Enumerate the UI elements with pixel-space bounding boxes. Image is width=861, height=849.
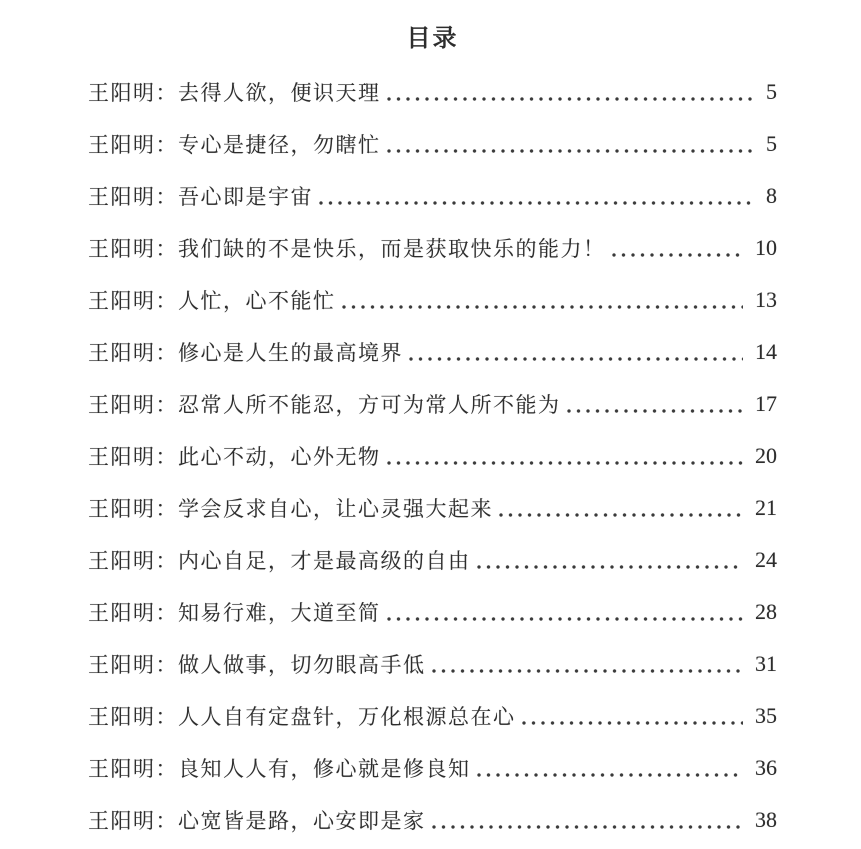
toc-entry[interactable] — [88, 690, 777, 742]
toc-entry[interactable] — [88, 430, 777, 482]
toc-entry[interactable] — [88, 378, 777, 430]
toc-entry-page-number: 31 — [755, 651, 777, 676]
toc-entry-title: 王阳明：学会反求自心，让心灵强大起来 — [88, 497, 493, 521]
toc-list — [88, 66, 777, 846]
toc-entry-title: 王阳明：修心是人生的最高境界 — [88, 341, 403, 365]
toc-entry-page-number: 8 — [766, 183, 777, 208]
toc-entry[interactable] — [88, 482, 777, 534]
toc-entry-title: 王阳明：人人自有定盘针，万化根源总在心 — [88, 705, 516, 729]
toc-entry-page-number: 28 — [755, 599, 777, 624]
dot-leader — [387, 586, 744, 638]
toc-entry[interactable] — [88, 586, 777, 638]
dot-leader — [499, 482, 743, 534]
dot-leader — [319, 170, 754, 222]
toc-entry-title: 王阳明：做人做事，切勿眼高手低 — [88, 653, 426, 677]
toc-entry-page-number: 20 — [755, 443, 777, 468]
dot-leader — [477, 534, 744, 586]
toc-entry[interactable] — [88, 66, 777, 118]
dot-leader — [409, 326, 743, 378]
toc-entry-title: 王阳明：去得人欲，便识天理 — [88, 81, 381, 105]
toc-entry-page-number: 24 — [755, 547, 777, 572]
toc-entry-page-number: 13 — [755, 287, 777, 312]
dot-leader — [342, 274, 744, 326]
toc-entry-title: 王阳明：心宽皆是路，心安即是家 — [88, 809, 426, 833]
toc-entry-title: 王阳明：人忙，心不能忙 — [88, 289, 336, 313]
dot-leader — [432, 794, 744, 846]
toc-entry-page-number: 14 — [755, 339, 777, 364]
toc-entry-title: 王阳明：知易行难，大道至简 — [88, 601, 381, 625]
toc-entry-title: 王阳明：此心不动，心外无物 — [88, 445, 381, 469]
toc-entry[interactable] — [88, 534, 777, 586]
toc-entry-title: 王阳明：吾心即是宇宙 — [88, 185, 313, 209]
toc-entry-page-number: 5 — [766, 79, 777, 104]
toc-entry[interactable] — [88, 326, 777, 378]
toc-entry-page-number: 36 — [755, 755, 777, 780]
toc-entry[interactable] — [88, 170, 777, 222]
toc-entry-title: 王阳明：良知人人有，修心就是修良知 — [88, 757, 471, 781]
dot-leader — [387, 430, 744, 482]
dot-leader — [477, 742, 744, 794]
toc-entry[interactable] — [88, 742, 777, 794]
toc-entry-page-number: 38 — [755, 807, 777, 832]
toc-entry-page-number: 5 — [766, 131, 777, 156]
page-title: 目录 — [406, 26, 459, 52]
toc-entry[interactable] — [88, 222, 777, 274]
toc-entry[interactable] — [88, 638, 777, 690]
toc-entry-title: 王阳明：内心自足，才是最高级的自由 — [88, 549, 471, 573]
dot-leader — [567, 378, 744, 430]
toc-entry-page-number: 21 — [755, 495, 777, 520]
dot-leader — [522, 690, 744, 742]
toc-entry-title: 王阳明：我们缺的不是快乐，而是获取快乐的能力！ — [88, 237, 606, 261]
toc-entry[interactable] — [88, 794, 777, 846]
toc-entry-page-number: 17 — [755, 391, 777, 416]
toc-entry-page-number: 35 — [755, 703, 777, 728]
toc-entry[interactable] — [88, 274, 777, 326]
toc-entry[interactable] — [88, 118, 777, 170]
dot-leader — [612, 222, 744, 274]
toc-entry-page-number: 10 — [755, 235, 777, 260]
toc-entry-title: 王阳明：忍常人所不能忍，方可为常人所不能为 — [88, 393, 561, 417]
dot-leader — [432, 638, 744, 690]
dot-leader — [387, 118, 755, 170]
toc-entry-title: 王阳明：专心是捷径，勿瞎忙 — [88, 133, 381, 157]
dot-leader — [387, 66, 755, 118]
